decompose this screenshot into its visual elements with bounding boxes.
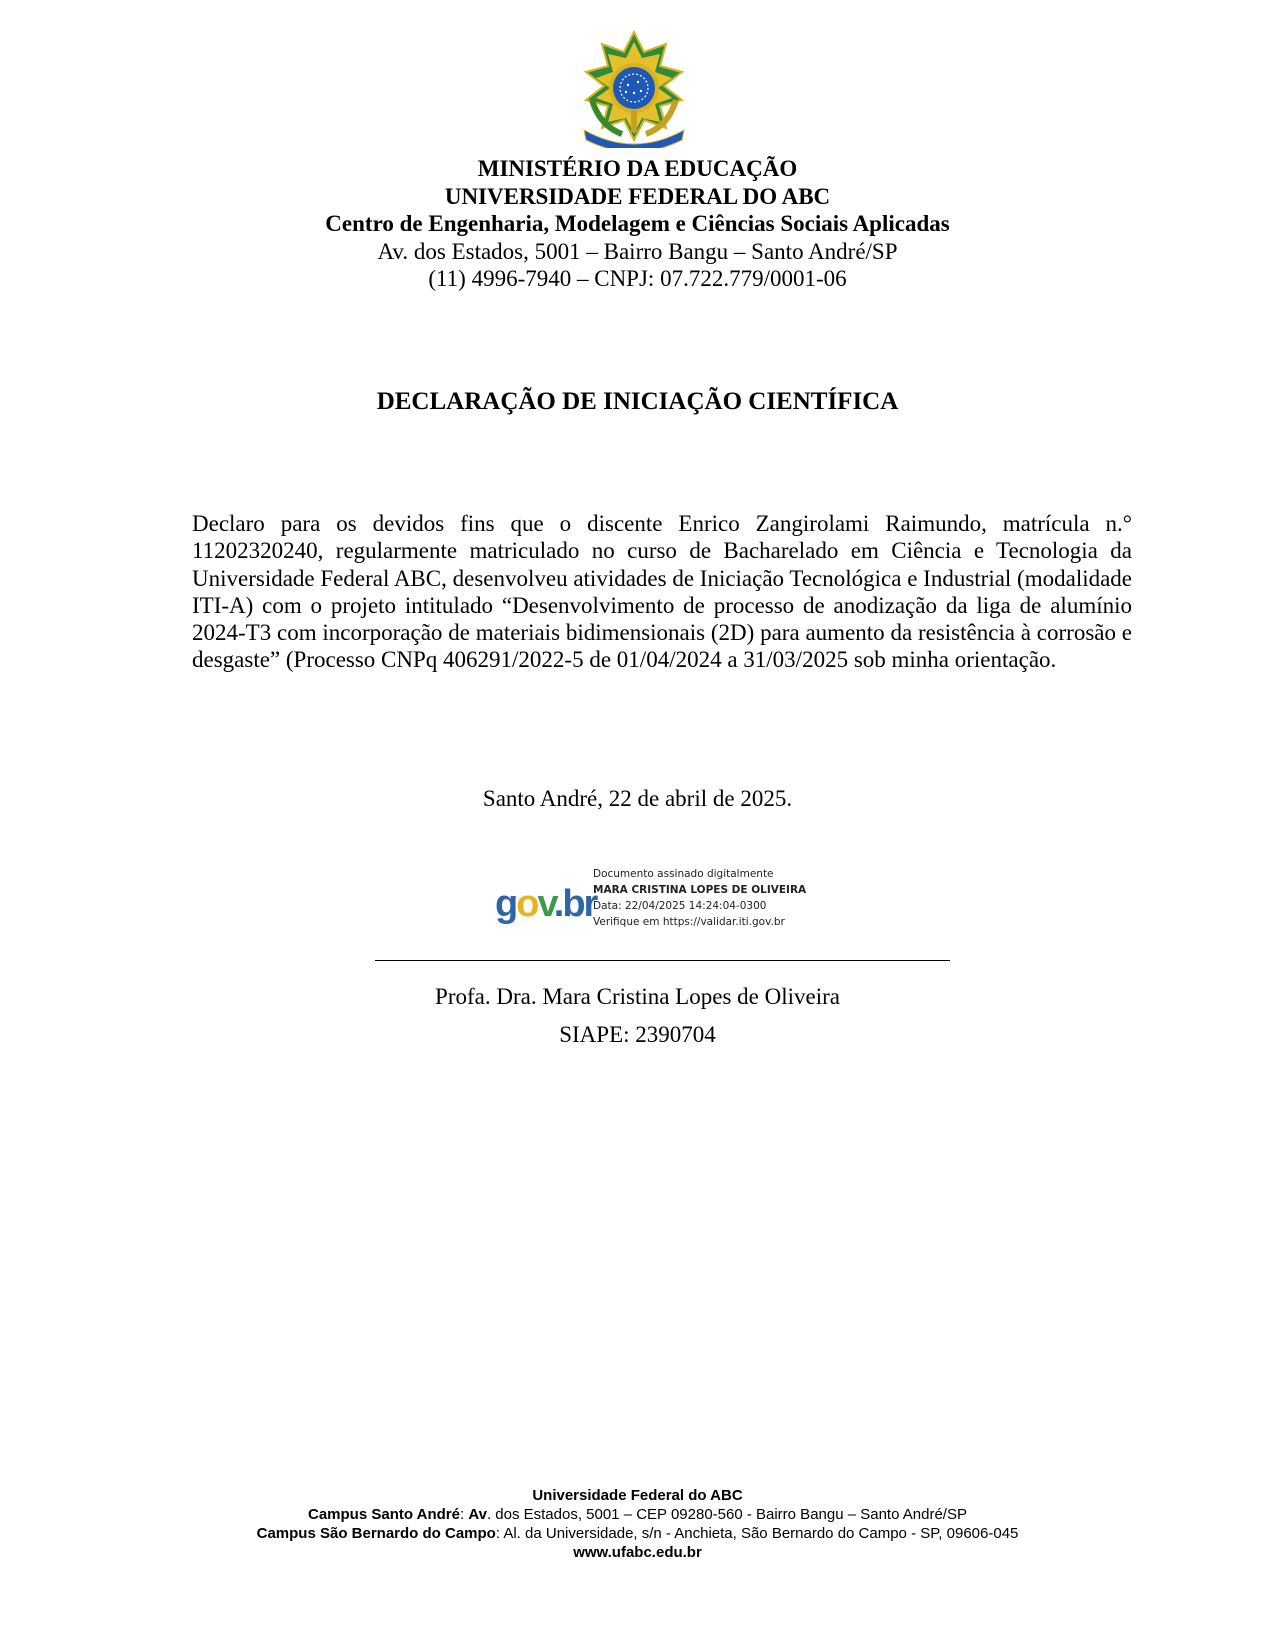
contact-line: (11) 4996-7940 – CNPJ: 07.722.779/0001-06 [428, 266, 847, 291]
footer-campus-sa-label: Campus Santo André [308, 1506, 460, 1523]
footer-campus-sbc-text: : Al. da Universidade, s/n - Anchieta, São Bernardo do Campo - SP, 09606-045 [495, 1525, 1019, 1542]
signer-name: Profa. Dra. Mara Cristina Lopes de Oliveira [435, 984, 840, 1009]
govbr-logo-letter-g: g [495, 883, 517, 925]
govbr-logo-letter-r: r [583, 883, 597, 925]
signature-name: MARA CRISTINA LOPES DE OLIVEIRA [593, 884, 807, 896]
university-name: UNIVERSIDADE FEDERAL DO ABC [444, 183, 831, 209]
signature-heading: Documento assinado digitalmente [593, 868, 774, 880]
signature-line [375, 960, 950, 961]
signer-siape: SIAPE: 2390704 [559, 1022, 716, 1047]
footer-website: www.ufabc.edu.br [573, 1544, 702, 1561]
footer-campus-sao-bernardo [0, 1524, 1275, 1543]
center-name: Centro de Engenharia, Modelagem e Ciências Sociais Aplicadas [325, 211, 950, 236]
ministry-name: MINISTÉRIO DA EDUCAÇÃO [477, 156, 798, 181]
page-footer [0, 1486, 1275, 1562]
signature-details [593, 866, 806, 930]
footer-campus-sa-av: Av [468, 1506, 487, 1523]
document-title: DECLARAÇÃO DE INICIAÇÃO CIENTÍFICA [376, 388, 899, 415]
signature-verify: Verifique em https://validar.iti.gov.br [593, 916, 785, 928]
signer-block [0, 978, 1275, 1054]
govbr-logo-dot: . [553, 883, 563, 925]
govbr-logo [495, 884, 596, 924]
footer-campus-santo-andre [0, 1505, 1275, 1524]
footer-campus-sbc-label: Campus São Bernardo do Campo [256, 1525, 496, 1542]
letterhead [0, 155, 1275, 293]
footer-university: Universidade Federal do ABC [532, 1487, 743, 1504]
signature-date: Data: 22/04/2025 14:24:04-0300 [593, 900, 767, 912]
coat-of-arms-emblem [578, 30, 690, 148]
digital-signature-stamp [495, 866, 807, 936]
declaration-body: Declaro para os devidos fins que o discente Enrico Zangirolami Raimundo, matrícula n.° 11202320240, regularmente matriculado no curso de Bacharelado em Ciência e Tecnologia da Universidade Federal ABC, desenvolveu atividades de Iniciação Tecnológica e Industrial (modalidade ITI-A) com o projeto intitulado “Desenvolvimento de processo de anodização da liga de alumínio 2024-T3 com incorporação de materiais bidimensionais (2D) para aumento da resistência à corrosão e desgaste” (Processo CNPq 406291/2022-5 de 01/04/2024 a 31/03/2025 sob minha orientação. [192, 511, 1133, 673]
footer-campus-sa-sep: : [459, 1506, 465, 1523]
govbr-logo-letter-b: b [562, 883, 584, 925]
govbr-logo-letter-o: o [516, 883, 538, 925]
address-line: Av. dos Estados, 5001 – Bairro Bangu – Santo André/SP [377, 238, 898, 264]
govbr-logo-letter-v: v [537, 883, 554, 925]
date-line: Santo André, 22 de abril de 2025. [482, 786, 793, 811]
footer-campus-sa-text: . dos Estados, 5001 – CEP 09280-560 - Bairro Bangu – Santo André/SP [486, 1506, 967, 1523]
